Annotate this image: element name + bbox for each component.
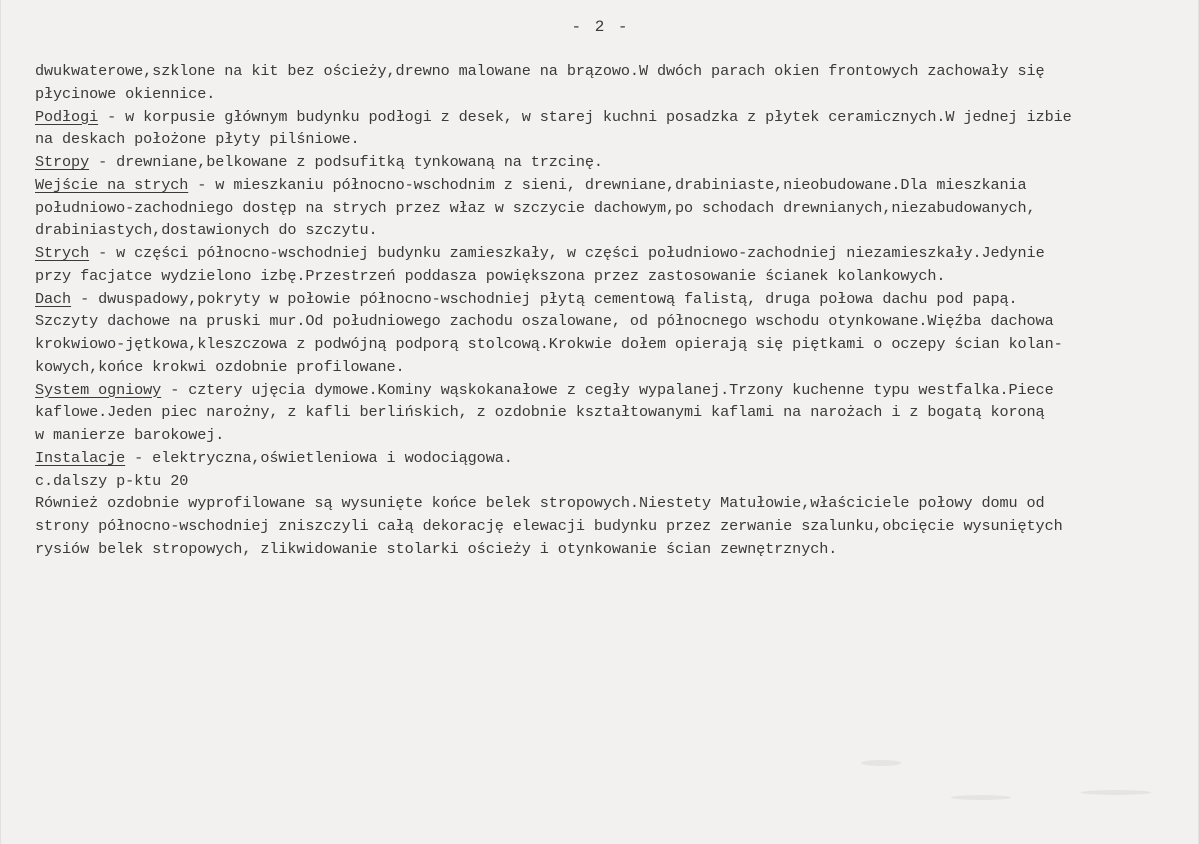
line-text: - cztery ujęcia dymowe.Kominy wąskokanałowe z cegły wypalanej.Trzony kuchenne typu westfalka.Piece [161,380,1054,399]
line-text: krokwiowo-jętkowa,kleszczowa z podwójną podporą stolcową.Krokwie dołem opierają się piętkami o oczepy ścian kolan- [35,335,1063,353]
section-heading: Stropy [35,153,90,171]
text-line [35,242,1185,265]
line-text: kaflowe.Jeden piec narożny, z kafli berlińskich, z ozdobnie kształtowanymi kaflami na narożach i z bogatą koroną [35,403,1045,422]
text-line [35,174,1185,197]
line-text: w manierze barokowej. [35,426,225,444]
line-text: płycinowe okiennice. [35,84,216,103]
section-heading: Dach [35,289,72,308]
text-line [35,197,1185,220]
text-line [35,356,1185,379]
section-heading: Wejście na strych [35,175,189,194]
text-line [35,470,1185,493]
line-text: kowych,końce krokwi ozdobnie profilowane. [35,357,405,376]
text-line [35,492,1185,515]
text-line [35,401,1185,424]
section-heading: System ogniowy [35,380,162,399]
text-line [35,515,1185,538]
line-text: c.dalszy p-ktu 20 [35,471,189,490]
text-line [35,265,1185,288]
text-line [35,60,1185,83]
paper-smudge [861,760,901,766]
line-text: Również ozdobnie wyprofilowane są wysunięte końce belek stropowych.Niestety Matułowie,właściciele połowy domu od [35,494,1045,513]
text-line [35,151,1185,174]
section-heading: Instalacje [35,448,126,467]
text-line [35,83,1185,106]
text-line [35,538,1185,561]
line-text: strony północno-wschodniej zniszczyli całą dekorację elewacji budynku przez zerwanie szalunku,obcięcie wysuniętych [35,517,1063,535]
page-number: - 2 - [571,18,630,36]
text-line [35,310,1185,333]
text-line [35,447,1185,470]
text-line [35,106,1185,129]
line-text: dwukwaterowe,szklone na kit bez ościeży,drewno malowane na brązowo.W dwóch parach okien frontowych zachowały się [35,62,1045,80]
line-text: - elektryczna,oświetleniowa i wodociągowa. [125,448,513,467]
text-line [35,219,1185,242]
text-line [35,128,1185,151]
line-text: - dwuspadowy,pokryty w połowie północno-wschodniej płytą cementową falistą, druga połowa dachu pod papą. [71,289,1018,308]
paper-smudge [1081,790,1151,795]
line-text: drabiniastych,dostawionych do szczytu. [35,221,378,240]
line-text: - drewniane,belkowane z podsufitką tynkowaną na trzcinę. [89,153,603,171]
line-text: przy facjatce wydzielono izbę.Przestrzeń poddasza powiększona przez zastosowanie ścianek kolankowych. [35,266,946,285]
section-heading: Podłogi [35,107,99,126]
line-text: - w korpusie głównym budynku podłogi z desek, w starej kuchni posadzka z płytek ceramicznych.W jednej izbie [98,107,1072,126]
document-body [35,60,1185,561]
line-text: Szczyty dachowe na pruski mur.Od południowego zachodu oszalowane, od północnego wschodu otynkowane.Więźba dachowa [35,312,1054,331]
line-text: na deskach położone płyty pilśniowe. [35,130,360,149]
line-text: - w części północno-wschodniej budynku zamieszkały, w części południowo-zachodniej niezamieszkały.Jedynie [89,244,1045,262]
section-heading: Strych [35,244,90,262]
text-line [35,379,1185,402]
paper-smudge [951,795,1011,800]
text-line [35,424,1185,447]
text-line [35,333,1185,356]
text-line [35,288,1185,311]
line-text: rysiów belek stropowych, zlikwidowanie stolarki ościeży i otynkowanie ścian zewnętrznych. [35,539,838,558]
line-text: południowo-zachodniego dostęp na strych przez właz w szczycie dachowym,po schodach drewnianych,niezabudowanych, [35,198,1036,217]
line-text: - w mieszkaniu północno-wschodnim z sieni, drewniane,drabiniaste,nieobudowane.Dla mieszkania [188,175,1027,194]
